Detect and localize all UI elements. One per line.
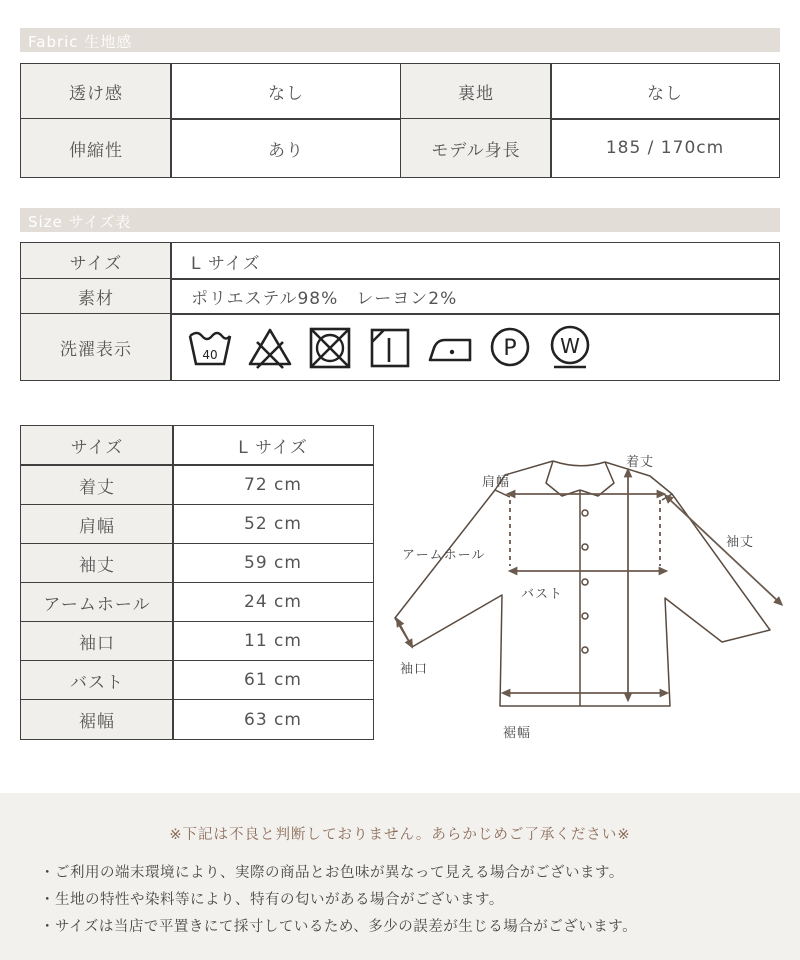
- info-label-material: 素材: [20, 278, 172, 315]
- measure-label-bust: バスト: [20, 660, 174, 700]
- measure-label-armhole: アームホール: [20, 582, 174, 622]
- wash-40-icon: [185, 322, 235, 372]
- dry-clean-letter: P: [503, 336, 517, 361]
- shirt-measurement-diagram: [385, 440, 795, 750]
- fabric-label-lining: 裏地: [400, 63, 552, 120]
- info-value-material: ポリエステル98% レーヨン2%: [170, 278, 780, 315]
- measure-value-hem: 63 cm: [172, 699, 374, 740]
- fabric-value-transparency: なし: [170, 63, 402, 120]
- no-tumble-dry-icon: [305, 322, 355, 372]
- diagram-label-armhole: アームホール: [402, 548, 486, 563]
- notes-title: ※下記は不良と判断しておりません。あらかじめご了承ください※: [169, 827, 631, 843]
- measure-value-bust: 61 cm: [172, 660, 374, 700]
- low-iron-icon: [425, 322, 475, 372]
- measure-header-label: サイズ: [20, 425, 174, 465]
- fabric-band-label: Fabric 生地感: [28, 33, 133, 51]
- fabric-label-stretch: 伸縮性: [20, 118, 172, 178]
- diagram-label-hem: 裾幅: [503, 726, 532, 741]
- measure-label-length: 着丈: [20, 465, 174, 505]
- note-item: ・生地の特性や染料等により、特有の匂いがある場合がございます。: [40, 892, 504, 908]
- fabric-value-stretch: あり: [170, 118, 402, 178]
- fabric-label-model-height: モデル身長: [400, 118, 552, 178]
- fabric-value-lining: なし: [550, 63, 780, 120]
- diagram-label-sleeve: 袖丈: [726, 535, 755, 550]
- wet-clean-letter: W: [560, 334, 580, 358]
- diagram-label-bust: バスト: [521, 587, 564, 602]
- note-item: ・ご利用の端末環境により、実際の商品とお色味が異なって見える場合がございます。: [40, 865, 624, 881]
- wash-temp-text: 40: [202, 348, 218, 362]
- note-item: ・サイズは当店で平置きにて採寸しているため、多少の誤差が生じる場合がございます。: [40, 919, 638, 935]
- size-band: [20, 208, 780, 232]
- measure-label-cuff: 袖口: [20, 621, 174, 661]
- measure-value-sleeve: 59 cm: [172, 543, 374, 583]
- measure-value-length: 72 cm: [172, 465, 374, 505]
- diagram-label-shoulder: 肩幅: [482, 475, 511, 490]
- info-value-size: L サイズ: [170, 242, 780, 280]
- size-band-label: Size サイズ表: [28, 213, 132, 231]
- dry-clean-p-icon: [485, 322, 535, 372]
- measure-value-cuff: 11 cm: [172, 621, 374, 661]
- measure-label-hem: 裾幅: [20, 699, 174, 740]
- no-bleach-icon: [245, 322, 295, 372]
- info-label-care: 洗濯表示: [20, 313, 172, 381]
- notes-panel: [0, 793, 800, 960]
- measure-label-shoulder: 肩幅: [20, 504, 174, 544]
- wet-clean-w-icon: [545, 322, 595, 372]
- info-label-size: サイズ: [20, 242, 172, 280]
- diagram-label-length: 着丈: [626, 455, 655, 470]
- measure-header-value: L サイズ: [172, 425, 374, 465]
- fabric-band: [20, 28, 780, 52]
- fabric-label-transparency: 透け感: [20, 63, 172, 120]
- measure-value-shoulder: 52 cm: [172, 504, 374, 544]
- care-icons: [185, 322, 595, 372]
- measure-value-armhole: 24 cm: [172, 582, 374, 622]
- fabric-value-model-height: 185 / 170cm: [550, 118, 780, 178]
- measure-label-sleeve: 袖丈: [20, 543, 174, 583]
- line-dry-shade-icon: [365, 322, 415, 372]
- diagram-label-cuff: 袖口: [400, 662, 429, 677]
